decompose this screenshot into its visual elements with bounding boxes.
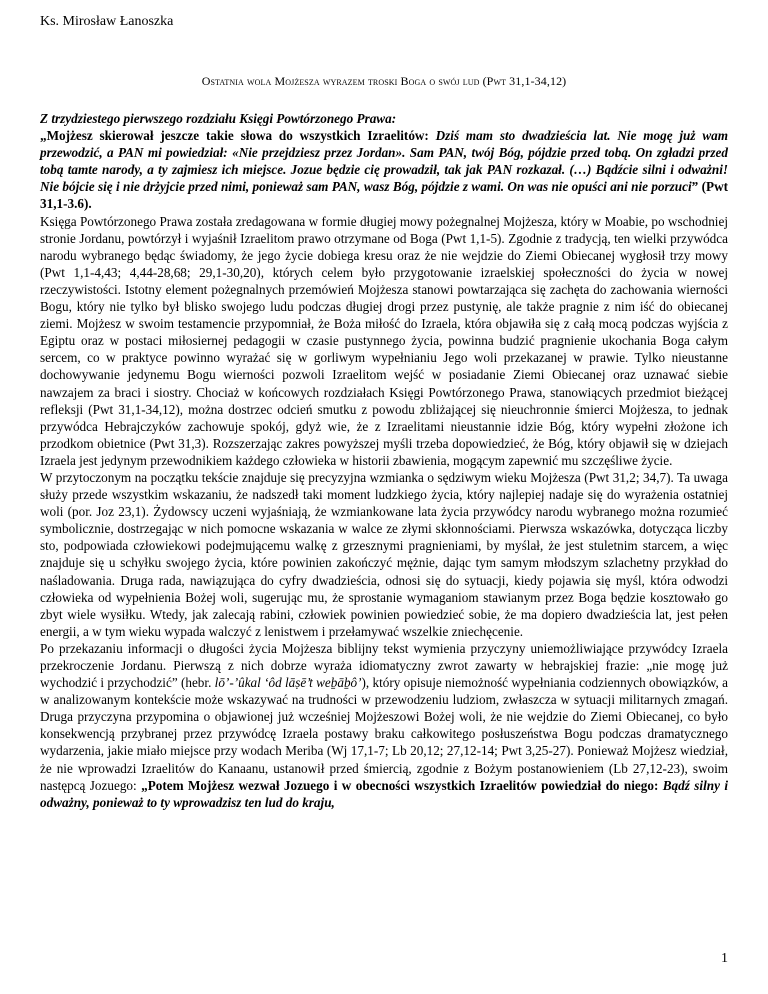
paragraph-3-text-b: ), który opisuje niemożność wypełniania codziennych obowiązków, a w analizowanym kontekście może wskazywać na trudności w przewodzeniu ludziom, zwłaszcza w sytuacji militarnych zmagań. Druga przyczyna przypomina o objawionej już wcześniej Mojżeszowi Bożej woli, że nie wejdzie do Ziemi Obiecanej, co było konsekwencją przybranej przez przywódcę Izraela postawy braku całkowitego posłuszeństwa Bogu podczas dramatycznego wydarzenia, jakie miało miejsce przy wodach Meriba (Wj 17,1-7; Lb 20,12; 27,12-14; Pwt 3,25-27). Ponieważ Mojżesz wiedział, że nie wprowadzi Izraelitów do Kanaanu, ustanowił przed śmiercią, zgodnie z Bożym postanowieniem (Lb 27,12-23), swoim następcą Jozuego: xyxy=(40,675,728,793)
document-body xyxy=(40,110,728,811)
paragraph-1: Księga Powtórzonego Prawa została zredagowana w formie długiej mowy pożegnalnej Mojżesza, który w Moabie, po wschodniej stronie Jordanu, powtórzył i wyjaśnił Izraelitom prawo otrzymane od Boga (Pwt 1,1-5). Zgodnie z tradycją, ten wielki przywódca narodu wybranego będąc świadomy, że jego życie dobiega kresu oraz że nie wejdzie do Ziemi Obiecanej wygłosił trzy mowy (Pwt 1,1-4,43; 4,44-28,68; 29,1-30,20), których celem było przygotowanie izraelskiej społeczności do życia w nowej rzeczywistości. Istotny element pożegnalnych przemówień Mojżesza stanowi powtarzająca się zachęta do zachowania wierności Bogu, który nie tylko był blisko swojego ludu podczas długiej drogi przez pustynię, ale także pragnie z nim iść do obiecanej ziemi. Mojżesz w swoim testamencie przypomniał, że Boża miłość do Izraela, która objawiła się z całą mocą podczas wyjścia z Egiptu oraz w postaci miłosiernej pedagogii w czasie pustynnego życia, powinna budzić pragnienie ukochania Boga całym sercem, co w praktyce powinno wyrażać się w gorliwym wypełnianiu Jego woli przekazanej w prawie. Tylko nieustanne dochowywanie jedynemu Bogu wierności pozwoli Izraelitom wejść w posiadanie Ziemi Obiecanej oraz uznawać siebie nawzajem za braci i siostry. Chociaż w końcowych rozdziałach Księgi Powtórzonego Prawa, stanowiących przedmiot bieżącej refleksji (Pwt 31,1-34,12), można dostrzec odcień smutku z powodu zbliżającej się nieuchronnie śmierci Mojżesza, to jednak przywódca Hebrajczyków zachowuje spokój, gdyż wie, że z Izraelitami nieustannie idzie Bóg, który wypełni złożone ich przodkom obietnice (Pwt 31,3). Rozszerzając zakres powyższej myśli trzeba dopowiedzieć, że Bóg, który objawił się w dziejach Izraela jest jedynym przewodnikiem każdego człowieka w historii zbawienia, mogącym zapewnić mu szczęśliwe życie. xyxy=(40,213,728,468)
paragraph-3-text-a: Po przekazaniu informacji o długości życia Mojżesza biblijny tekst wymienia przyczyny uniemożliwiające przywódcy Izraela przekroczenie Jordanu. Pierwszą z nich dobrze wyraża idiomatyczny zwrot zawarty w hebrajskiej frazie: „nie mogę już wychodzić i przychodzić” (hebr. xyxy=(40,640,728,691)
paragraph-2: W przytoczonym na początku tekście znajduje się precyzyjna wzmianka o sędziwym wieku Mojżesza (Pwt 31,2; 34,7). Ta uwaga służy przede wszystkim wskazaniu, że nadszedł taki moment ludzkiego życia, który najlepiej nadaje się do wyrażenia ostatniej woli (por. Joz 23,1). Żydowscy uczeni wyjaśniają, że wzmiankowane lata życia przywódcy narodu wybranego można rozumieć symbolicznie, dostrzegając w nich pomocne wskazania w walce ze złymi skłonnościami. Pierwsza wskazówka, dotycząca liczby sto, podpowiada człowiekowi podejmującemu walkę z grzesznymi pragnieniami, by myślał, że jest stuletnim starcem, a więc znajduje się u schyłku swojego życia, które powinien zakończyć mężnie, dając tym samym młodszym szlachetny przykład do naśladowania. Druga rada, nawiązująca do cyfry dwadzieścia, odnosi się do sytuacji, kiedy pojawia się myśl, która odwodzi człowieka od wypełnienia Bożej woli, sugerując mu, że sprostanie wymaganiom stawianym przez Boga będzie kosztowało go zbyt wiele wysiłku. Wtedy, jak zalecają rabini, człowiek powinien powiedzieć sobie, że ma dopiero dwadzieścia lat, jest pełen energii, a w tym wieku wypada walczyć z lenistwem i przełamywać wszelkie zniechęcenie. xyxy=(40,469,728,639)
quote-italic: Dziś mam sto dwadzieścia lat. Nie mogę już wam przewodzić, a PAN mi powiedział: «Nie przejdziesz przez Jordan». Sam PAN, twój Bóg, pójdzie przed tobą. On zgładzi przed tobą tamte narody, a ty zajmiesz ich miejsce. Jozue będzie cię prowadził, tak jak PAN rozkazał. (…) Bądźcie silni i odważni! Nie bójcie się i nie drżyjcie przed nimi, ponieważ sam PAN, wasz Bóg, pójdzie z wami. On was nie opuści ani nie porzuci xyxy=(40,128,728,195)
document-page xyxy=(40,0,728,994)
page-number: 1 xyxy=(721,951,728,966)
intro-line: Z trzydziestego pierwszego rozdziału Księgi Powtórzonego Prawa: xyxy=(40,111,397,126)
closing-quote-lead: „Potem Mojżesz wezwał Jozuego i w obecności wszystkich Izraelitów powiedział do niego: xyxy=(141,777,663,793)
quote-reference: ” (Pwt 31,1-3.6). xyxy=(40,179,728,212)
document-title: Ostatnia wola Mojżesza wyrazem troski Boga o swój lud (Pwt 31,1-34,12) xyxy=(201,74,567,88)
paragraph-3 xyxy=(40,640,728,811)
author-name: Ks. Mirosław Łanoszka xyxy=(40,14,174,29)
quote-lead: „Mojżesz skierował jeszcze takie słowa do wszystkich Izraelitów: xyxy=(40,128,436,144)
closing-quote-italic: Bądź silny i odważny, ponieważ to ty wprowadzisz ten lud do kraju, xyxy=(40,777,729,810)
hebrew-transliteration: lō’-’ûkal ‘ôd lāṣē’t weḇāḇô’ xyxy=(214,675,362,691)
opening-quote xyxy=(40,127,728,212)
